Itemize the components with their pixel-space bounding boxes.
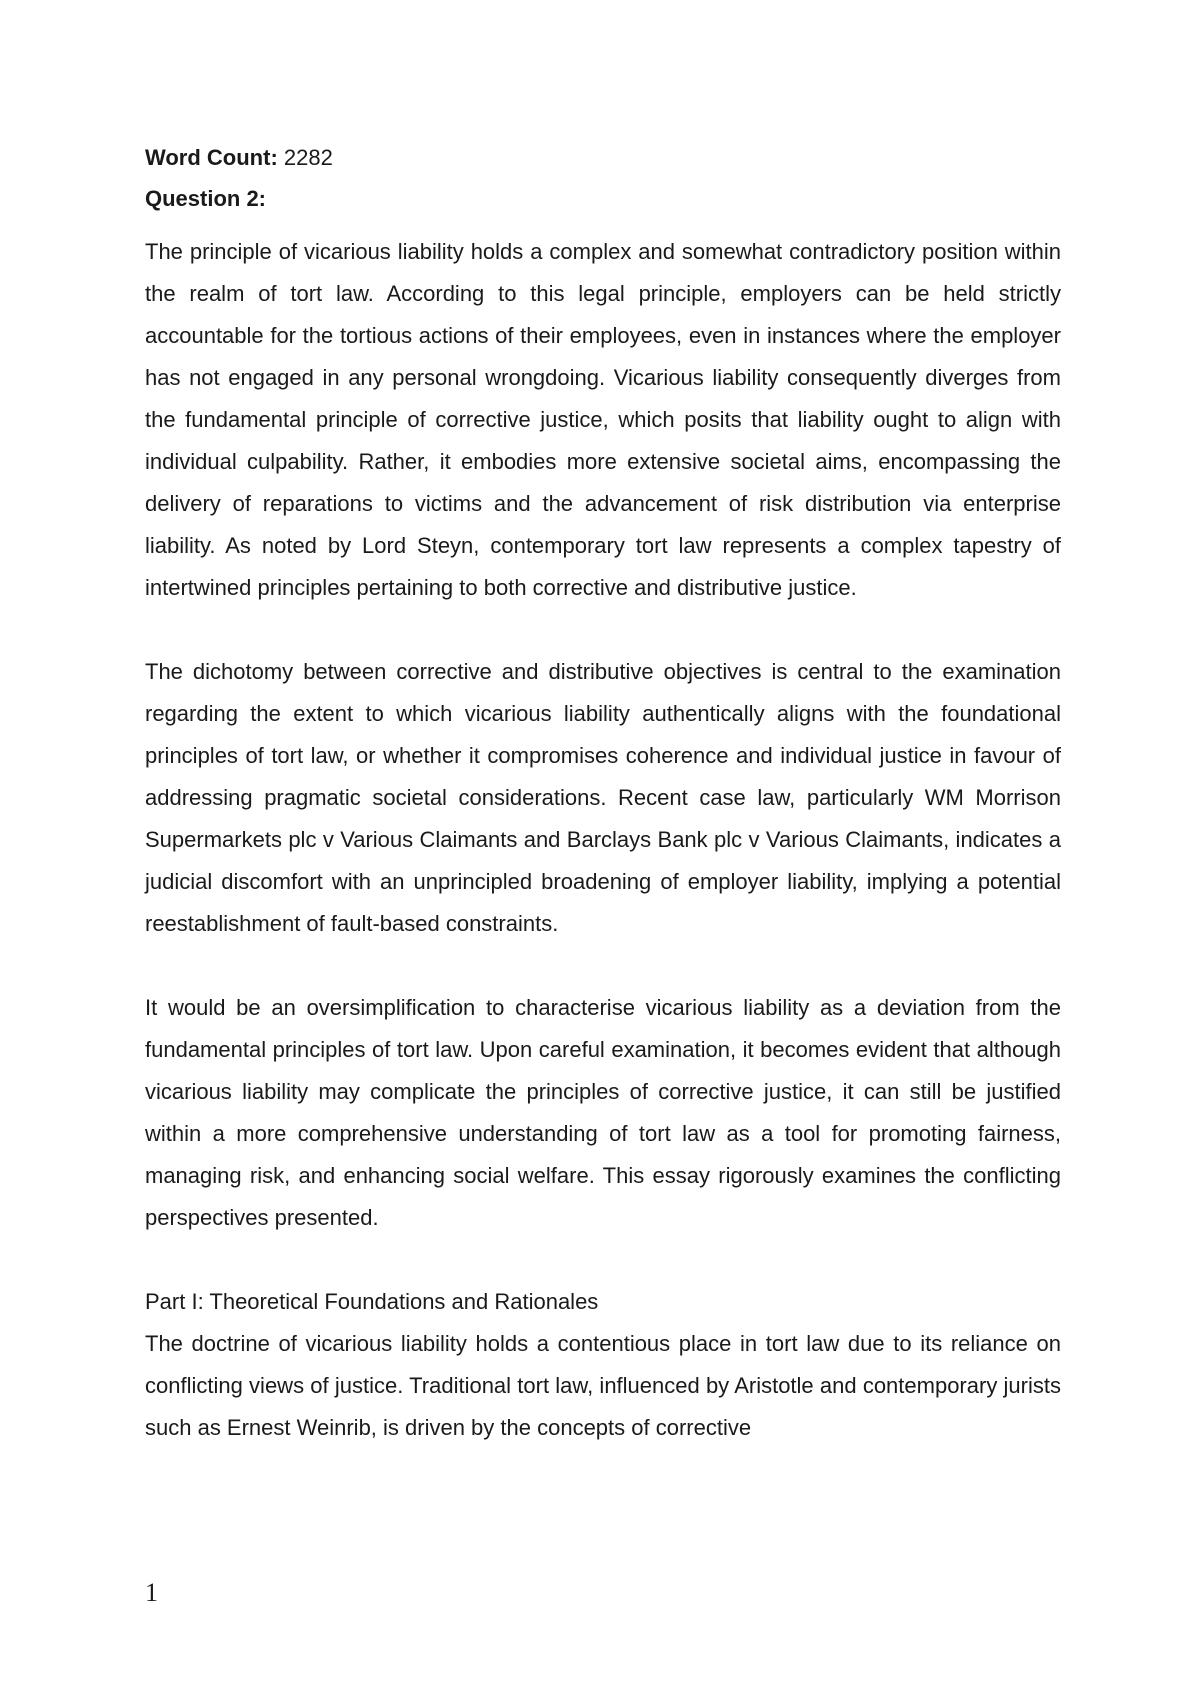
word-count-label: Word Count:: [145, 145, 278, 170]
page-number: 1: [145, 1578, 158, 1607]
paragraph-2: The dichotomy between corrective and distributive objectives is central to the examination regarding the extent to which vicarious liability authentically aligns with the foundational principles of tort law, or whether it compromises coherence and individual justice in favour of addressing pragmatic societal considerations. Recent case law, particularly WM Morrison Supermarkets plc v Various Claimants and Barclays Bank plc v Various Claimants, indicates a judicial discomfort with an unprincipled broadening of employer liability, implying a potential reestablishment of fault-based constraints.: [145, 659, 1061, 936]
word-count-value: 2282: [277, 145, 333, 170]
question-label: Question 2:: [145, 186, 267, 211]
paragraph-1: The principle of vicarious liability holds a complex and somewhat contradictory position within the realm of tort law. According to this legal principle, employers can be held strictly accountable for the tortious actions of their employees, even in instances where the employer has not engaged in any personal wrongdoing. Vicarious liability consequently diverges from the fundamental principle of corrective justice, which posits that liability ought to align with individual culpability. Rather, it embodies more extensive societal aims, encompassing the delivery of reparations to victims and the advancement of risk distribution via enterprise liability. As noted by Lord Steyn, contemporary tort law represents a complex tapestry of intertwined principles pertaining to both corrective and distributive justice.: [145, 239, 1061, 600]
section-paragraph: The doctrine of vicarious liability holds a contentious place in tort law due to its reliance on conflicting views of justice. Traditional tort law, influenced by Aristotle and contemporary jurists such as Ernest Weinrib, is driven by the concepts of corrective: [145, 1331, 1061, 1440]
document-page: [145, 143, 1061, 1449]
section-heading: Part I: Theoretical Foundations and Rationales: [145, 1289, 599, 1314]
word-count-line: [145, 143, 1061, 173]
question-line: [145, 184, 1061, 214]
paragraph-3: It would be an oversimplification to characterise vicarious liability as a deviation from the fundamental principles of tort law. Upon careful examination, it becomes evident that although vicarious liability may complicate the principles of corrective justice, it can still be justified within a more comprehensive understanding of tort law as a tool for promoting fairness, managing risk, and enhancing social welfare. This essay rigorously examines the conflicting perspectives presented.: [145, 995, 1061, 1230]
